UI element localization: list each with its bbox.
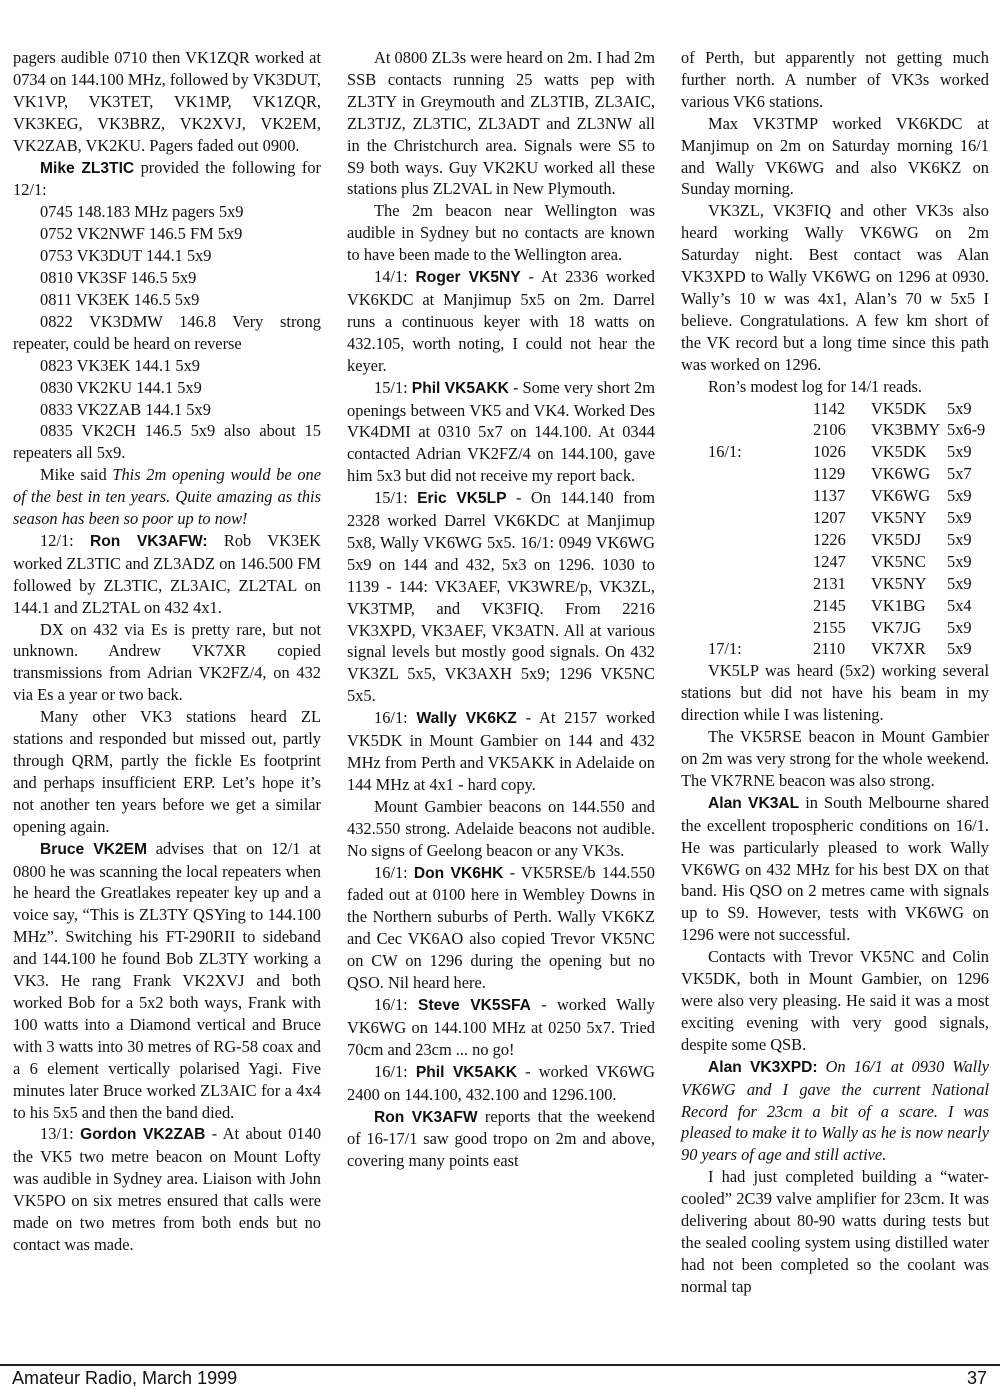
log-callsign: VK5NY [871, 508, 927, 528]
log-time: 1226 [813, 529, 846, 549]
paragraph [347, 266, 655, 377]
log-date [681, 419, 813, 441]
log-time: 2110 [813, 639, 846, 659]
log-report: 5x9 [947, 551, 972, 571]
log-report: 5x9 [947, 573, 972, 593]
log-report: 5x9 [947, 508, 972, 528]
paragraph-text: Mike said [40, 465, 113, 485]
log-line: 0822 VK3DMW 146.8 Very strong repeater, could be heard on reverse [13, 311, 321, 353]
paragraph: VK5LP was heard (5x2) working several stations but did not have his beam in my direction while I was listening. [681, 661, 989, 725]
log-date [681, 529, 813, 551]
log-date [681, 463, 813, 485]
paragraph [347, 994, 655, 1061]
log-time: 2106 [813, 420, 846, 440]
callsign-heading: Eric VK5LP [417, 490, 507, 508]
log-time: 2131 [813, 573, 846, 593]
callsign-heading: Phil VK5AKK [411, 379, 509, 397]
callsign-heading: Ron VK3AFW [374, 1108, 478, 1126]
paragraph: DX on 432 via Es is pretty rare, but not unknown. Andrew VK7XR copied transmissions from Adrian VK2FZ/4, on 432 via Es a year or two back. [13, 619, 321, 705]
callsign-heading: Wally VK6KZ [416, 710, 517, 728]
date-label: 16/1: [374, 708, 417, 728]
log-date [681, 617, 813, 639]
paragraph [347, 487, 655, 707]
paragraph: The 2m beacon near Wellington was audible in Sydney but no contacts are known to have been made to the Wellington area. [347, 201, 655, 265]
callsign-heading: Bruce VK2EM [40, 840, 147, 858]
log-row [681, 441, 989, 463]
log-callsign: VK5DK [871, 442, 927, 462]
callsign-heading: Steve VK5SFA [418, 996, 531, 1014]
log-time: 1129 [813, 464, 846, 484]
paragraph: Ron’s modest log for 14/1 reads. [708, 376, 922, 396]
log-time: 1137 [813, 486, 846, 506]
log-line: 0823 VK3EK 144.1 5x9 [40, 355, 200, 375]
date-label: 16/1: [374, 862, 414, 882]
date-label: 16/1: [374, 1061, 416, 1081]
contact-log-table [681, 398, 989, 661]
log-time: 1207 [813, 508, 846, 528]
quote-text: On 16/1 at 0930 Wally VK6WG and I gave the current National Record for 23cm a bit of a scare. I was pleased to make it to Wally as he is now nearly 90 years of age and still active. [681, 1056, 989, 1165]
log-callsign: VK5DK [871, 398, 927, 418]
date-label: 15/1: [374, 377, 412, 397]
log-date [681, 573, 813, 595]
paragraph [13, 1123, 321, 1255]
paragraph [347, 1106, 655, 1173]
log-row [681, 507, 989, 529]
log-date [681, 551, 813, 573]
log-row [681, 573, 989, 595]
log-report: 5x6-9 [947, 420, 986, 440]
paragraph: The VK5RSE beacon in Mount Gambier on 2m was very strong for the whole weekend. The VK7RNE beacon was also strong. [681, 727, 989, 790]
paragraph: of Perth, but apparently not getting much further north. A number of VK3s worked various VK6 stations. [681, 48, 989, 111]
log-report: 5x9 [947, 442, 972, 462]
log-report: 5x7 [947, 464, 972, 484]
callsign-heading: Alan VK3AL [708, 794, 800, 812]
paragraph [347, 377, 655, 488]
paragraph [13, 530, 321, 619]
log-callsign: VK6WG [871, 464, 931, 484]
log-time: 2155 [813, 617, 846, 637]
log-report: 5x9 [947, 639, 972, 659]
log-time: 1026 [813, 442, 846, 462]
date-label: 13/1: [40, 1124, 81, 1144]
log-callsign: VK7XR [871, 639, 926, 659]
footer-publication: Amateur Radio, March 1999 [12, 1368, 238, 1388]
log-callsign: VK5NC [871, 551, 926, 571]
log-report: 5x9 [947, 529, 972, 549]
log-time: 1142 [813, 398, 846, 418]
log-report: 5x9 [947, 486, 972, 506]
column-1 [13, 47, 321, 1256]
log-line: 0835 VK2CH 146.5 5x9 also about 15 repeaters all 5x9. [13, 421, 321, 463]
log-row [681, 485, 989, 507]
paragraph-text: - At 2157 worked VK5DK in Mount Gambier on 144 and 432 MHz from Perth and VK5AKK in Adelaide on 144 MHz at 4x1 - hard copy. [347, 708, 655, 794]
log-row [681, 617, 989, 639]
log-date [681, 485, 813, 507]
log-line: 0745 148.183 MHz pagers 5x9 [40, 202, 244, 222]
footer-divider [0, 1364, 1000, 1366]
log-line: 0833 VK2ZAB 144.1 5x9 [40, 399, 211, 419]
log-date: 16/1: [708, 442, 742, 462]
callsign-heading: Ron VK3AFW: [90, 532, 208, 550]
paragraph: Mount Gambier beacons on 144.550 and 432.550 strong. Adelaide beacons not audible. No signs of Geelong beacon or any VK3s. [347, 796, 655, 860]
paragraph-text: - At about 0140 the VK5 two metre beacon on Mount Lofty was audible in Sydney area. Liaison with John VK5PO on six metres ensured that calls were made on two metres from both ends but no contact was made. [13, 1124, 322, 1254]
log-callsign: VK7JG [871, 617, 922, 637]
log-callsign: VK5DJ [871, 529, 922, 549]
date-label: 15/1: [374, 488, 418, 508]
paragraph-text: - worked VK6WG 2400 on 144.100, 432.100 and 1296.100. [347, 1061, 656, 1104]
date-label: 14/1: [374, 267, 416, 287]
log-row [681, 529, 989, 551]
date-label: 16/1: [374, 994, 419, 1014]
log-line: 0753 VK3DUT 144.1 5x9 [40, 246, 212, 266]
callsign-heading: Phil VK5AKK [415, 1063, 517, 1081]
log-callsign: VK3BMY [871, 420, 941, 440]
callsign-heading: Mike ZL3TIC [40, 159, 135, 177]
log-callsign: VK5NY [871, 573, 927, 593]
paragraph-text: in South Melbourne shared the excellent tropospheric conditions on 16/1. He was particularly pleased to work Wally VK6WG on 432 MHz for his best DX on that band. His QSO on 2 metres came with signals up to S9. However, tests with VK6WG on 1296 were not successful. [681, 792, 990, 945]
paragraph [13, 464, 321, 530]
page-number: 37 [966, 1368, 987, 1388]
paragraph [347, 862, 655, 994]
log-report: 5x9 [947, 617, 972, 637]
paragraph [681, 1056, 989, 1167]
log-report: 5x4 [947, 595, 972, 615]
paragraph-text: - worked Wally VK6WG on 144.100 MHz at 0250 5x7. Tried 70cm and 23cm ... no go! [347, 994, 655, 1059]
paragraph-text: provided the following for 12/1: [13, 157, 321, 200]
paragraph-text: - At 2336 worked VK6KDC at Manjimup 5x5 on 2m. Darrel runs a continuous keyer with 18 watts on 432.105, worth noting, I could not hear the keyer. [347, 267, 655, 375]
log-line: 0811 VK3EK 146.5 5x9 [40, 289, 200, 309]
paragraph: VK3ZL, VK3FIQ and other VK3s also heard working Wally VK6WG on 2m Saturday night. Best contact was Alan VK3XPD to Wally VK6WG on 1296 at 0930. Wally’s 10 w was 4x1, Alan’s 70 w 5x5 I believe. Congratulations. A few km short of the VK record but a long time since this path was worked on 1296. [681, 201, 989, 374]
callsign-heading: Don VK6HK [413, 864, 504, 882]
column-2 [347, 47, 655, 1172]
log-line: 0830 VK2KU 144.1 5x9 [40, 377, 202, 397]
log-row [681, 463, 989, 485]
log-row [681, 638, 989, 660]
paragraph-text: - Some very short 2m openings between VK5 and VK4. Worked Des VK4DMI at 0310 5x7 on 144.100. At 0344 contacted Adrian VK2FZ/4 on 144.100, gave him 5x3 but did not receive my report back. [347, 377, 655, 486]
log-line: 0810 VK3SF 146.5 5x9 [40, 268, 197, 288]
paragraph: pagers audible 0710 then VK1ZQR worked at 0734 on 144.100 MHz, followed by VK3DUT, VK1VP, VK3TET, VK1MP, VK1ZQR, VK3KEG, VK3BRZ, VK2XVJ, VK2EM, VK2ZAB, VK2KU. Pagers faded out 0900. [13, 48, 321, 155]
log-row [681, 398, 989, 420]
log-row [681, 551, 989, 573]
paragraph [13, 157, 321, 202]
paragraph: Contacts with Trevor VK5NC and Colin VK5DK, both in Mount Gambier, on 1296 were also very pleasing. He said it was a most exciting evening with very good signals, despite some QSB. [681, 947, 989, 1054]
paragraph: I had just completed building a “water-cooled” 2C39 valve amplifier for 23cm. It was delivering about 80-90 watts during tests but the sealed cooling system using distilled water had not been completed so the coolant was normal tap [681, 1167, 989, 1296]
paragraph: Max VK3TMP worked VK6KDC at Manjimup on 2m on Saturday morning 16/1 and Wally VK6WG and also VK6KZ on Sunday morning. [681, 113, 989, 199]
log-time: 1247 [813, 551, 846, 571]
log-callsign: VK6WG [871, 486, 931, 506]
log-callsign: VK1BG [871, 595, 926, 615]
paragraph-text: - On 144.140 from 2328 worked Darrel VK6KDC at Manjimup 5x8, Wally VK6WG 5x5. 16/1: 0949 VK6WG 5x9 on 144 and 432, 5x3 on 1296. 1030 to 1139 - 144: VK3AEF, VK3WRE/p, VK3ZL, VK3TMP, and VK3FIQ. From 2216 VK3XPD, VK3AEF, VK3ATN. All at various signal levels but mostly good signals. On 432 VK3ZL 5x5, VK3AXH 5x9; 1296 VK5NC 5x5. [347, 488, 655, 706]
date-label: 12/1: [40, 530, 91, 550]
callsign-heading: Roger VK5NY [415, 269, 521, 287]
log-time: 2145 [813, 595, 846, 615]
paragraph-text: advises that on 12/1 at 0800 he was scanning the local repeaters when he heard the Greatlakes repeater key up and a voice say, “This is ZL3TY QSYing to 144.100 MHz”. Switching his FT-290RII to sideband and 144.100 he found Bob ZL3TY working a VK3. He rang Frank VK2XVJ and both worked Bob for a 5x2 both ways, Frank with 100 watts into a Diamond vertical and Bruce with 3 watts into 30 metres of RG-58 coax and a 6 element vertically polarised Yagi. Five minutes later Bruce worked ZL3AIC for a 4x4 to his 5x5 and then the band died. [13, 838, 321, 1122]
paragraph [347, 707, 655, 796]
quote-text: This 2m opening would be one of the best in ten years. Quite amazing as this season has been so poor up to now! [13, 465, 321, 529]
log-date [681, 507, 813, 529]
column-3 [681, 47, 989, 1298]
paragraph-text: - VK5RSE/b 144.550 faded out at 0100 here in Wembley Downs in the Northern suburbs of Perth. Wally VK6KZ and Cec VK6AO also copied Trevor VK5NC on CW on 1296 during the opening but no QSO. Nil heard here. [347, 862, 655, 993]
log-row [681, 595, 989, 617]
callsign-heading: Alan VK3XPD: [708, 1058, 818, 1076]
log-date [681, 595, 813, 617]
paragraph [347, 1061, 655, 1106]
log-line: 0752 VK2NWF 146.5 FM 5x9 [40, 224, 243, 244]
callsign-heading: Gordon VK2ZAB [80, 1126, 206, 1144]
log-report: 5x9 [947, 398, 972, 418]
paragraph: Many other VK3 stations heard ZL stations and responded but missed out, partly through QRM, partly the fickle Es footprint and perhaps insufficient ERP. Let’s hope it’s not another ten years before we get a similar opening again. [13, 707, 321, 836]
paragraph [681, 792, 989, 946]
paragraph: At 0800 ZL3s were heard on 2m. I had 2m SSB contacts running 25 watts pep with ZL3TY in Greymouth and ZL3TIB, ZL3AIC, ZL3TJZ, ZL3TIC, ZL3ADT and ZL3NW all in the Christchurch area. Signals were S5 to S9 both ways. Guy VK2KU worked all these stations plus ZL2VAL in New Plymouth. [347, 48, 655, 199]
log-date: 17/1: [708, 639, 742, 659]
log-row [681, 419, 989, 441]
log-date [681, 398, 813, 420]
paragraph [13, 838, 321, 1124]
paragraph-text: Rob VK3EK worked ZL3TIC and ZL3ADZ on 146.500 FM followed by ZL3TIC, ZL3AIC, ZL2TAL on 144.1 and ZL2TAL on 432 4x1. [13, 530, 321, 617]
paragraph-text: reports that the weekend of 16-17/1 saw good tropo on 2m and above, covering many points east [347, 1106, 655, 1171]
